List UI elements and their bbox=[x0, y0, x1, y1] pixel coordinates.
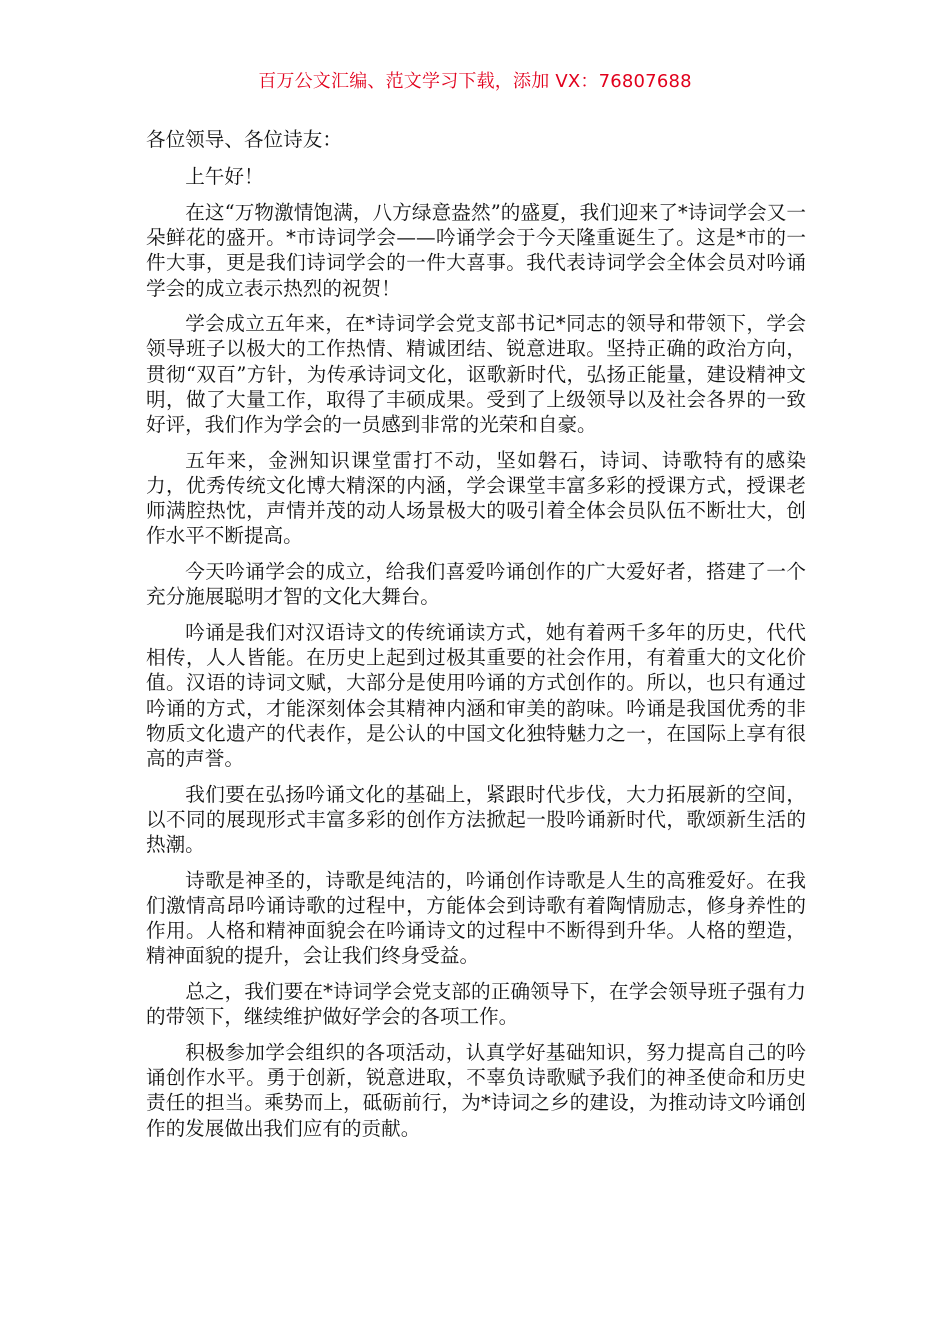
closing-paragraph: 积极参加学会组织的各项活动，认真学好基础知识，努力提高自己的吟诵创作水平。勇于创新，锐意进取，不辜负诗歌赋予我们的神圣使命和历史责任的担当。乘势而上，砥砺前行，为*诗词之乡的建设，为推动诗文吟诵创作的发展做出我们应有的贡献。 bbox=[146, 1041, 806, 1140]
header-banner: 百万公文汇编、范文学习下载，添加 VX：76807688 bbox=[258, 71, 692, 92]
greeting-paragraph: 上午好！ bbox=[185, 165, 264, 189]
body-paragraph: 在这“万物激情饱满，八方绿意盎然”的盛夏，我们迎来了*诗词学会又一朵鲜花的盛开。*市诗词学会——吟诵学会于今天隆重诞生了。这是*市的一件大事，更是我们诗词学会的一件大喜事。我代表诗词学会全体会员对吟诵学会的成立表示热烈的祝贺！ bbox=[146, 200, 806, 300]
body-paragraph: 五年来，金洲知识课堂雷打不动，坚如磐石，诗词、诗歌特有的感染力，优秀传统文化博大精深的内涵，学会课堂丰富多彩的授课方式，授课老师满腔热忱，声情并茂的动人场景极大的吸引着全体会员队伍不断壮大，创作水平不断提高。 bbox=[146, 448, 806, 548]
body-paragraph: 总之，我们要在*诗词学会党支部的正确领导下，在学会领导班子强有力的带领下，继续维护做好学会的各项工作。 bbox=[146, 980, 806, 1029]
salutation: 各位领导、各位诗友： bbox=[146, 128, 342, 151]
body-paragraph: 学会成立五年来，在*诗词学会党支部书记*同志的领导和带领下，学会领导班子以极大的工作热情、精诚团结、锐意进取。坚持正确的政治方向，贯彻“双百”方针，为传承诗词文化，讴歌新时代，弘扬正能量，建设精神文明，做了大量工作，取得了丰硕成果。受到了上级领导以及社会各界的一致好评，我们作为学会的一员感到非常的光荣和自豪。 bbox=[146, 312, 806, 437]
body-paragraph: 我们要在弘扬吟诵文化的基础上，紧跟时代步伐，大力拓展新的空间，以不同的展现形式丰富多彩的创作方法掀起一股吟诵新时代，歌颂新生活的热潮。 bbox=[146, 782, 806, 857]
body-paragraph: 吟诵是我们对汉语诗文的传统诵读方式，她有着两千多年的历史，代代相传，人人皆能。在历史上起到过极其重要的社会作用，有着重大的文化价值。汉语的诗词文赋，大部分是使用吟诵的方式创作的。所以，也只有通过吟诵的方式，才能深刻体会其精神内涵和审美的韵味。吟诵是我国优秀的非物质文化遗产的代表作，是公认的中国文化独特魅力之一，在国际上享有很高的声誉。 bbox=[146, 620, 806, 770]
body-paragraph: 诗歌是神圣的，诗歌是纯洁的，吟诵创作诗歌是人生的高雅爱好。在我们激情高昂吟诵诗歌的过程中，方能体会到诗歌有着陶情励志，修身养性的作用。人格和精神面貌会在吟诵诗文的过程中不断得到升华。人格的塑造，精神面貌的提升，会让我们终身受益。 bbox=[146, 868, 806, 968]
document-body bbox=[146, 127, 806, 1151]
body-paragraph: 今天吟诵学会的成立，给我们喜爱吟诵创作的广大爱好者，搭建了一个充分施展聪明才智的文化大舞台。 bbox=[146, 560, 806, 609]
